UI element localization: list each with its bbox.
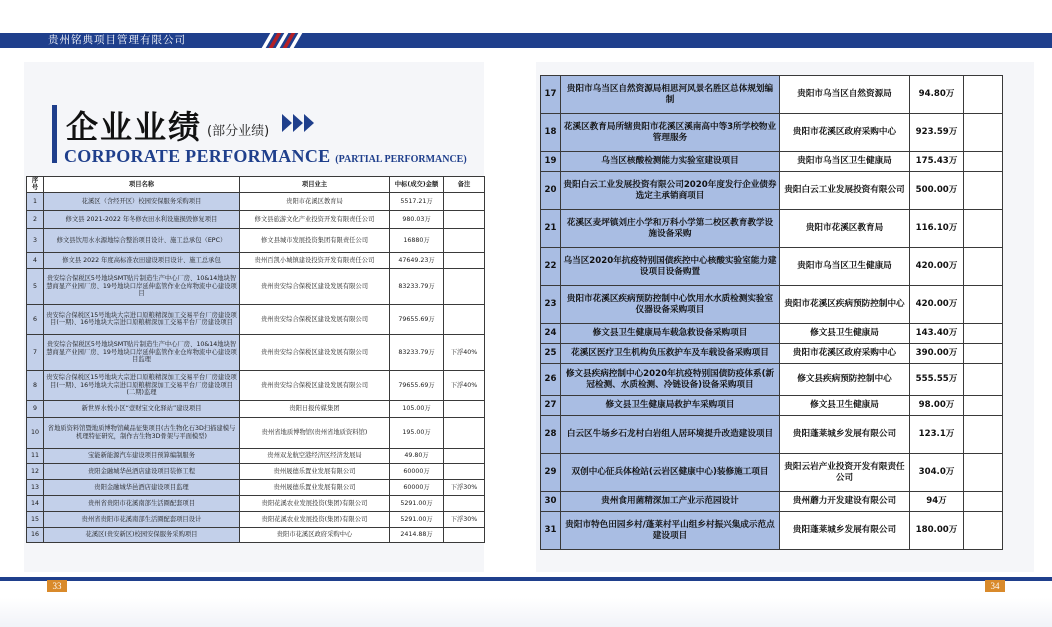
- cell-note: 下浮30%: [444, 511, 485, 527]
- cell-name: 修文县疾病控制中心2020年抗疫特别国债防疫体系(新冠检测、水质检测、冷链设备)设备采购项目: [561, 364, 780, 396]
- header-note: 备注: [444, 177, 485, 193]
- cell-amount: 79655.69万: [390, 304, 444, 334]
- cell-owner: 贵州贵安综合保税区建设发展有限公司: [240, 334, 390, 370]
- table-row: [541, 286, 1003, 324]
- table-header-row: [27, 177, 485, 193]
- table-row: [27, 334, 485, 370]
- cell-no: 28: [541, 416, 561, 454]
- cell-amount: 390.00万: [910, 344, 964, 364]
- cell-name: 贵州省贵阳市花溪南部生活圈配套项目: [44, 495, 240, 511]
- cell-name: 乌当区核酸检测能力实验室建设项目: [561, 152, 780, 172]
- cell-amount: 500.00万: [910, 172, 964, 210]
- cell-no: 15: [27, 511, 44, 527]
- english-title-sub: (PARTIAL PERFORMANCE): [335, 154, 467, 165]
- cell-note: 下浮40%: [444, 334, 485, 370]
- cell-owner: 贵阳市花溪区政府采购中心: [780, 114, 910, 152]
- cell-owner: 贵州蘑力开发建设有限公司: [780, 492, 910, 512]
- cell-owner: 贵阳市花溪区教育局: [780, 210, 910, 248]
- cell-amount: 94.80万: [910, 76, 964, 114]
- cell-amount: 195.00万: [390, 417, 444, 448]
- cell-note: [964, 248, 1003, 286]
- cell-note: [444, 268, 485, 304]
- table-row: [27, 511, 485, 527]
- cell-name: 花溪区（含经开区）校园安保服务采购项目: [44, 192, 240, 210]
- cell-note: [444, 463, 485, 479]
- cell-owner: 贵阳花溪农业发展投资(集团)有限公司: [240, 511, 390, 527]
- table-row: [541, 364, 1003, 396]
- cell-amount: 94万: [910, 492, 964, 512]
- cell-amount: 105.00万: [390, 400, 444, 417]
- cell-note: [444, 192, 485, 210]
- table-row: [541, 396, 1003, 416]
- cell-note: [964, 344, 1003, 364]
- cell-no: 9: [27, 400, 44, 417]
- table-row: [541, 344, 1003, 364]
- cell-note: [444, 448, 485, 463]
- cell-note: [964, 396, 1003, 416]
- cell-amount: 420.00万: [910, 248, 964, 286]
- cell-owner: 修文县卫生健康局: [780, 324, 910, 344]
- table-row: [27, 400, 485, 417]
- cell-no: 2: [27, 210, 44, 228]
- cell-no: 20: [541, 172, 561, 210]
- cell-no: 13: [27, 479, 44, 495]
- cell-amount: 60000万: [390, 479, 444, 495]
- cell-amount: 420.00万: [910, 286, 964, 324]
- cell-amount: 5291.00万: [390, 495, 444, 511]
- english-title: [64, 146, 467, 167]
- cell-owner: 修文县城市发展投资集团有限责任公司: [240, 228, 390, 252]
- cell-owner: 贵州晟德乐置业发展有限公司: [240, 463, 390, 479]
- table-row: [27, 448, 485, 463]
- cell-name: 修文县卫生健康局车载急救设备采购项目: [561, 324, 780, 344]
- cell-note: [964, 454, 1003, 492]
- cell-owner: 修文县卫生健康局: [780, 396, 910, 416]
- table-row: [27, 479, 485, 495]
- cell-name: 贵阳市特色田园乡村/蓬莱村平山组乡村振兴集成示范点建设项目: [561, 512, 780, 550]
- table-row: [541, 114, 1003, 152]
- cell-amount: 116.10万: [910, 210, 964, 248]
- cell-name: 花溪区教育局所辖贵阳市花溪区溪南高中等3所学校物业管理服务: [561, 114, 780, 152]
- cell-amount: 2414.88万: [390, 527, 444, 542]
- cell-owner: 贵州贵安综合保税区建设发展有限公司: [240, 304, 390, 334]
- cell-name: 新世界水悦小区“壹财宝文化驿站”建设项目: [44, 400, 240, 417]
- cell-name: 贵州食用菌精深加工产业示范园设计: [561, 492, 780, 512]
- table-row: [541, 248, 1003, 286]
- cell-name: 修文县饮用水水源地综合整治项目设计、施工总承包（EPC）: [44, 228, 240, 252]
- cell-no: 4: [27, 252, 44, 268]
- cell-no: 23: [541, 286, 561, 324]
- cell-amount: 304.0万: [910, 454, 964, 492]
- cell-no: 11: [27, 448, 44, 463]
- cell-no: 19: [541, 152, 561, 172]
- cell-amount: 175.43万: [910, 152, 964, 172]
- cell-note: [964, 172, 1003, 210]
- cell-owner: 贵阳市花溪区政府采购中心: [780, 344, 910, 364]
- triple-arrow-icon: [282, 114, 315, 136]
- header-bar: [0, 33, 1052, 48]
- cell-note: [964, 492, 1003, 512]
- table-row: [541, 492, 1003, 512]
- cell-name: 修文县 2022 年度高标准农田建设项目设计、施工总承包: [44, 252, 240, 268]
- table-row: [27, 527, 485, 542]
- cell-name: 白云区牛场乡石龙村白岩组人居环境提升改造建设项目: [561, 416, 780, 454]
- cell-name: 宝能新能源汽车建设项目预算编制服务: [44, 448, 240, 463]
- cell-note: [444, 210, 485, 228]
- cell-owner: 贵州双龙航空港经济区经济发展局: [240, 448, 390, 463]
- cell-note: [964, 152, 1003, 172]
- cell-amount: 5291.00万: [390, 511, 444, 527]
- cell-name: 贵阳白云工业发展投资有限公司2020年度发行企业债券选定主承销商项目: [561, 172, 780, 210]
- cell-owner: 贵阳云岩产业投资开发有限责任公司: [780, 454, 910, 492]
- cell-note: [444, 495, 485, 511]
- cell-no: 16: [27, 527, 44, 542]
- header-owner: 项目业主: [240, 177, 390, 193]
- cell-owner: 贵州省地质博物馆(贵州省地质资料馆): [240, 417, 390, 448]
- cell-owner: 贵州贵安综合保税区建设发展有限公司: [240, 268, 390, 304]
- cell-owner: 修文县疾病预防控制中心: [780, 364, 910, 396]
- cell-note: [964, 286, 1003, 324]
- title-accent-bar: [52, 105, 57, 163]
- cell-note: [444, 304, 485, 334]
- cell-name: 贵阳金融城华邑酒店建设项目监理: [44, 479, 240, 495]
- cell-owner: 贵阳市乌当区卫生健康局: [780, 248, 910, 286]
- table-row: [541, 416, 1003, 454]
- cell-name: 贵安综合保税区5号地块SMT贴片制造生产中心厂房、10&14地块智慧商显产业园厂房、19号地块口岸延伸监管作业仓库物流中心建设项目监理: [44, 334, 240, 370]
- cell-amount: 180.00万: [910, 512, 964, 550]
- performance-table-right: [540, 75, 1003, 550]
- page-subtitle: (部分业绩): [207, 124, 270, 139]
- cell-owner: 贵州贵安综合保税区建设发展有限公司: [240, 370, 390, 400]
- cell-note: [444, 228, 485, 252]
- cell-name: 贵安综合保税区15号地块大宗进口原粮精深加工交易平台厂房建设项目(一期)、16号地块大宗进口原粮精深加工交易平台厂房建设项目: [44, 304, 240, 334]
- cell-no: 30: [541, 492, 561, 512]
- cell-note: [964, 76, 1003, 114]
- header-amount: 中标(成交)金额: [390, 177, 444, 193]
- cell-note: [964, 210, 1003, 248]
- table-row: [27, 228, 485, 252]
- header-no: 序号: [27, 177, 44, 193]
- table-row: [541, 454, 1003, 492]
- cell-owner: 贵州晟德乐置业发展有限公司: [240, 479, 390, 495]
- cell-note: [964, 364, 1003, 396]
- cell-owner: 贵阳日报传媒集团: [240, 400, 390, 417]
- cell-name: 贵阳市乌当区自然资源局相思河风景名胜区总体规划编制: [561, 76, 780, 114]
- cell-name: 修文县 2021-2022 年冬修农田水利设施损毁修复项目: [44, 210, 240, 228]
- table-row: [541, 76, 1003, 114]
- cell-amount: 60000万: [390, 463, 444, 479]
- cell-name: 花溪区(贵安新区)校园安保服务采购项目: [44, 527, 240, 542]
- cell-name: 省地质资料馆暨地质博物馆藏品征集项目(古生物化石3D扫描建模与机理特征研究，制作古生物3D骨架与平面模型): [44, 417, 240, 448]
- table-row: [27, 370, 485, 400]
- cell-owner: 贵阳蓬莱城乡发展有限公司: [780, 416, 910, 454]
- cell-amount: 16880万: [390, 228, 444, 252]
- cell-amount: 923.59万: [910, 114, 964, 152]
- cell-no: 27: [541, 396, 561, 416]
- cell-no: 10: [27, 417, 44, 448]
- cell-name: 贵阳市花溪区疾病预防控制中心饮用水水质检测实验室仪器设备采购项目: [561, 286, 780, 324]
- cell-note: [444, 417, 485, 448]
- table-row: [541, 512, 1003, 550]
- cell-note: [444, 400, 485, 417]
- cell-name: 贵州省贵阳市花溪南部生活圈配套项目设计: [44, 511, 240, 527]
- cell-owner: 贵阳蓬莱城乡发展有限公司: [780, 512, 910, 550]
- cell-name: 修文县卫生健康局救护车采购项目: [561, 396, 780, 416]
- cell-owner: 贵州百凯小城镇建设投资开发有限责任公司: [240, 252, 390, 268]
- header-rule: [300, 47, 1052, 48]
- table-row: [27, 210, 485, 228]
- table-row: [541, 172, 1003, 210]
- cell-note: [444, 527, 485, 542]
- table-row: [541, 152, 1003, 172]
- cell-no: 22: [541, 248, 561, 286]
- cell-amount: 5517.21万: [390, 192, 444, 210]
- cell-amount: 980.03万: [390, 210, 444, 228]
- cell-no: 3: [27, 228, 44, 252]
- cell-owner: 贵阳市花溪区疾病预防控制中心: [780, 286, 910, 324]
- cell-no: 6: [27, 304, 44, 334]
- performance-table-left: [26, 176, 485, 543]
- cell-name: 贵安综合保税区5号地块SMT贴片制造生产中心厂房、10&14地块智慧商显产业园厂房、19号地块口岸延伸监管作业仓库物流中心建设项目: [44, 268, 240, 304]
- table-row: [27, 495, 485, 511]
- page-number-right: 34: [985, 580, 1005, 592]
- cell-no: 25: [541, 344, 561, 364]
- cell-no: 24: [541, 324, 561, 344]
- cell-note: [964, 114, 1003, 152]
- cell-no: 8: [27, 370, 44, 400]
- cell-no: 12: [27, 463, 44, 479]
- table-row: [541, 210, 1003, 248]
- table-row: [27, 192, 485, 210]
- cell-amount: 98.00万: [910, 396, 964, 416]
- page-number-left: 33: [47, 580, 67, 592]
- cell-amount: 83233.79万: [390, 334, 444, 370]
- table-row: [27, 463, 485, 479]
- cell-amount: 143.40万: [910, 324, 964, 344]
- cell-amount: 49.80万: [390, 448, 444, 463]
- cell-owner: 贵阳市乌当区卫生健康局: [780, 152, 910, 172]
- cell-owner: 贵阳白云工业发展投资有限公司: [780, 172, 910, 210]
- cell-amount: 123.1万: [910, 416, 964, 454]
- table-row: [541, 324, 1003, 344]
- cell-name: 双创中心征兵体检站(云岩区健康中心)装修施工项目: [561, 454, 780, 492]
- footer-shade: [0, 598, 1052, 627]
- cell-owner: 修文县旅游文化产业投资开发有限责任公司: [240, 210, 390, 228]
- cell-no: 31: [541, 512, 561, 550]
- table-row: [27, 417, 485, 448]
- cell-name: 乌当区2020年抗疫特别国债疾控中心核酸实验室能力建设项目设备购置: [561, 248, 780, 286]
- cell-note: 下浮30%: [444, 479, 485, 495]
- cell-name: 花溪区麦坪镇刘庄小学和万科小学第二校区教育教学设施设备采购: [561, 210, 780, 248]
- cell-no: 21: [541, 210, 561, 248]
- cell-name: 贵安综合保税区15号地块大宗进口原粮精深加工交易平台厂房建设项目(一期)、16号地块大宗进口原粮精深加工交易平台厂房建设项目(二期)监理: [44, 370, 240, 400]
- cell-note: [964, 416, 1003, 454]
- cell-no: 29: [541, 454, 561, 492]
- english-title-main: CORPORATE PERFORMANCE: [64, 146, 331, 166]
- company-name: 贵州铭典项目管理有限公司: [48, 34, 186, 46]
- cell-amount: 555.55万: [910, 364, 964, 396]
- header-project-name: 项目名称: [44, 177, 240, 193]
- cell-no: 14: [27, 495, 44, 511]
- cell-owner: 贵阳市乌当区自然资源局: [780, 76, 910, 114]
- page-title: 企业业绩: [66, 108, 203, 146]
- footer-bar: [0, 577, 1052, 581]
- table-row: [27, 304, 485, 334]
- cell-no: 17: [541, 76, 561, 114]
- cell-note: [964, 324, 1003, 344]
- cell-no: 7: [27, 334, 44, 370]
- cell-amount: 47649.23万: [390, 252, 444, 268]
- cell-no: 1: [27, 192, 44, 210]
- cell-no: 26: [541, 364, 561, 396]
- cell-note: [444, 252, 485, 268]
- table-row: [27, 268, 485, 304]
- cell-owner: 贵阳市花溪区教育局: [240, 192, 390, 210]
- cell-owner: 贵阳花溪农业发展投资(集团)有限公司: [240, 495, 390, 511]
- cell-owner: 贵阳市花溪区政府采购中心: [240, 527, 390, 542]
- cell-no: 5: [27, 268, 44, 304]
- cell-note: [964, 512, 1003, 550]
- cell-name: 贵阳金融城华邑酒店建设项目装修工程: [44, 463, 240, 479]
- cell-note: 下浮40%: [444, 370, 485, 400]
- cell-amount: 83233.79万: [390, 268, 444, 304]
- cell-name: 花溪区医疗卫生机构负压救护车及车载设备采购项目: [561, 344, 780, 364]
- table-row: [27, 252, 485, 268]
- cell-no: 18: [541, 114, 561, 152]
- cell-amount: 79655.69万: [390, 370, 444, 400]
